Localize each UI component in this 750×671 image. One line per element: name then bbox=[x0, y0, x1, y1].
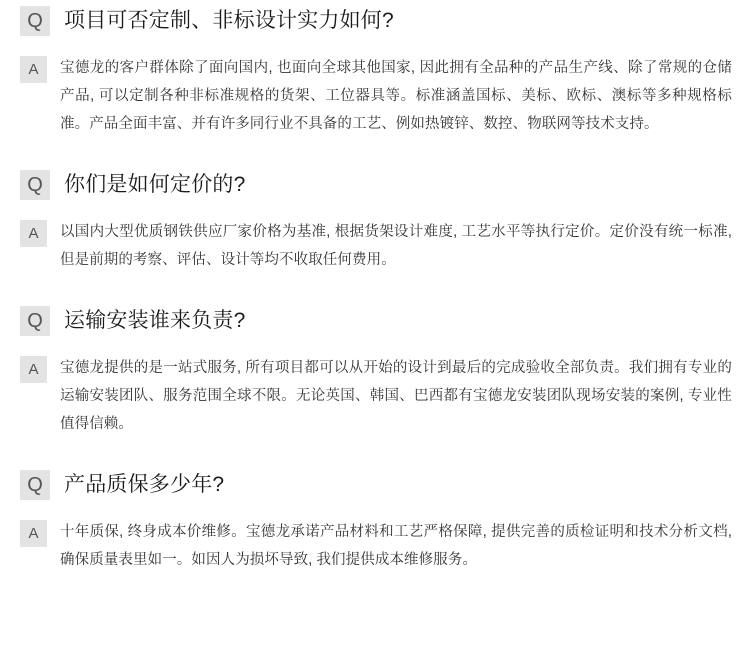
faq-answer-text: 以国内大型优质钢铁供应厂家价格为基准, 根据货架设计难度, 工艺水平等执行定价。定价没有统一标准, 但是前期的考察、评估、设计等均不收取任何费用。 bbox=[60, 224, 732, 268]
faq-question-text: 项目可否定制、非标设计实力如何? bbox=[64, 9, 394, 32]
question-badge: Q bbox=[20, 170, 50, 200]
question-badge: Q bbox=[20, 306, 50, 336]
answer-badge: A bbox=[20, 520, 47, 547]
question-badge: Q bbox=[20, 470, 50, 500]
faq-question-row[interactable] bbox=[20, 300, 734, 336]
faq-question-text: 产品质保多少年? bbox=[64, 473, 225, 496]
section-spacer bbox=[20, 278, 734, 300]
faq-answer-row bbox=[20, 500, 734, 574]
answer-badge: A bbox=[20, 356, 47, 383]
faq-question-text: 运输安装谁来负责? bbox=[64, 309, 246, 332]
faq-item bbox=[20, 464, 734, 574]
faq-answer-text: 宝德龙的客户群体除了面向国内, 也面向全球其他国家, 因此拥有全品种的产品生产线、除了常规的仓储产品, 可以定制各种非标准规格的货架、工位器具等。标准涵盖国标、美标、欧标、澳标等多种规格标准。产品全面丰富、并有许多同行业不具备的工艺、例如热镀锌、数控、物联网等技术支持。 bbox=[60, 60, 732, 132]
section-spacer bbox=[20, 142, 734, 164]
faq-question-row[interactable] bbox=[20, 0, 734, 36]
faq-answer-row bbox=[20, 200, 734, 274]
answer-badge: A bbox=[20, 56, 47, 83]
faq-question-text: 你们是如何定价的? bbox=[64, 173, 246, 196]
answer-badge: A bbox=[20, 220, 47, 247]
faq-answer-row bbox=[20, 36, 734, 138]
faq-answer-row bbox=[20, 336, 734, 438]
faq-question-row[interactable] bbox=[20, 464, 734, 500]
section-spacer bbox=[20, 442, 734, 464]
faq-item bbox=[20, 300, 734, 438]
faq-item bbox=[20, 164, 734, 274]
faq-answer-text: 十年质保, 终身成本价维修。宝德龙承诺产品材料和工艺严格保障, 提供完善的质检证明和技术分析文档, 确保质量表里如一。如因人为损坏导致, 我们提供成本维修服务。 bbox=[60, 524, 732, 568]
faq-answer-text: 宝德龙提供的是一站式服务, 所有项目都可以从开始的设计到最后的完成验收全部负责。我们拥有专业的运输安装团队、服务范围全球不限。无论英国、韩国、巴西都有宝德龙安装团队现场安装的案例, 专业性值得信赖。 bbox=[60, 360, 732, 432]
faq-question-row[interactable] bbox=[20, 164, 734, 200]
question-badge: Q bbox=[20, 6, 50, 36]
faq-item bbox=[20, 0, 734, 138]
